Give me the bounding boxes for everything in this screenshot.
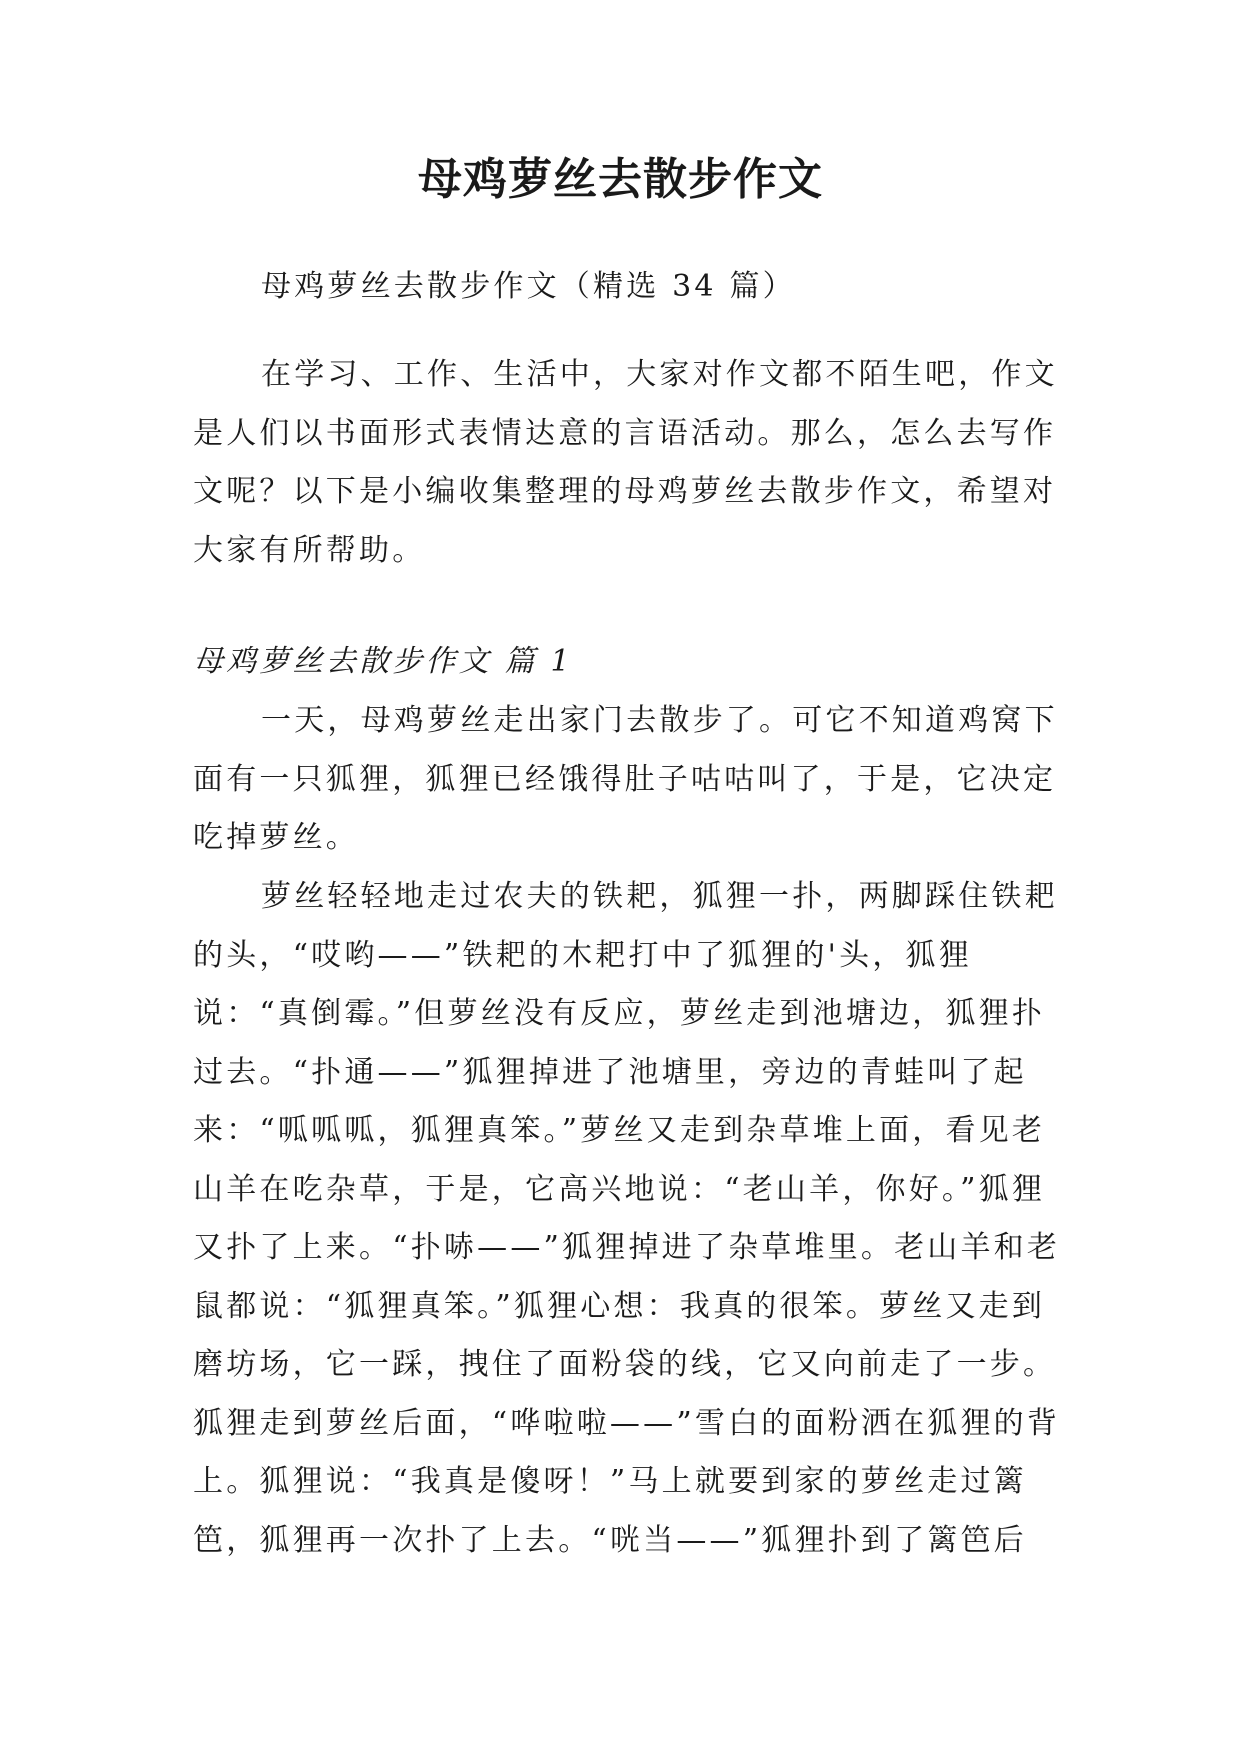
intro-paragraph: 在学习、工作、生活中，大家对作文都不陌生吧，作文是人们以书面形式表情达意的言语活动。那么，怎么去写作文呢？以下是小编收集整理的母鸡萝丝去散步作文，希望对大家有所帮助。 [193, 357, 1058, 568]
paragraph-1: 一天，母鸡萝丝走出家门去散步了。可它不知道鸡窝下面有一只狐狸，狐狸已经饿得肚子咕咕叫了，于是，它决定吃掉萝丝。 [193, 703, 1058, 855]
intro-heading: 母鸡萝丝去散步作文（精选 34 篇） [261, 269, 796, 304]
section-heading: 母鸡萝丝去散步作文 篇 1 [193, 644, 573, 679]
paragraph-2: 萝丝轻轻地走过农夫的铁耙，狐狸一扑，两脚踩住铁耙的头，“哎哟——”铁耙的木耙打中了狐狸的'头，狐狸说：“真倒霉。”但萝丝没有反应，萝丝走到池塘边，狐狸扑过去。“扑通——”狐狸掉进了池塘里，旁边的青蛙叫了起来：“呱呱呱，狐狸真笨。”萝丝又走到杂草堆上面，看见老山羊在吃杂草，于是，它高兴地说：“老山羊，你好。”狐狸又扑了上来。“扑哧——”狐狸掉进了杂草堆里。老山羊和老鼠都说：“狐狸真笨。”狐狸心想：我真的很笨。萝丝又走到磨坊场，它一踩，拽住了面粉袋的线，它又向前走了一步。狐狸走到萝丝后面，“哗啦啦——”雪白的面粉洒在狐狸的背上。狐狸说：“我真是傻呀！”马上就要到家的萝丝走过篱笆，狐狸再一次扑了上去。“咣当——”狐狸扑到了篱笆后 [193, 879, 1061, 1558]
document-title: 母鸡萝丝去散步作文 [418, 154, 823, 205]
